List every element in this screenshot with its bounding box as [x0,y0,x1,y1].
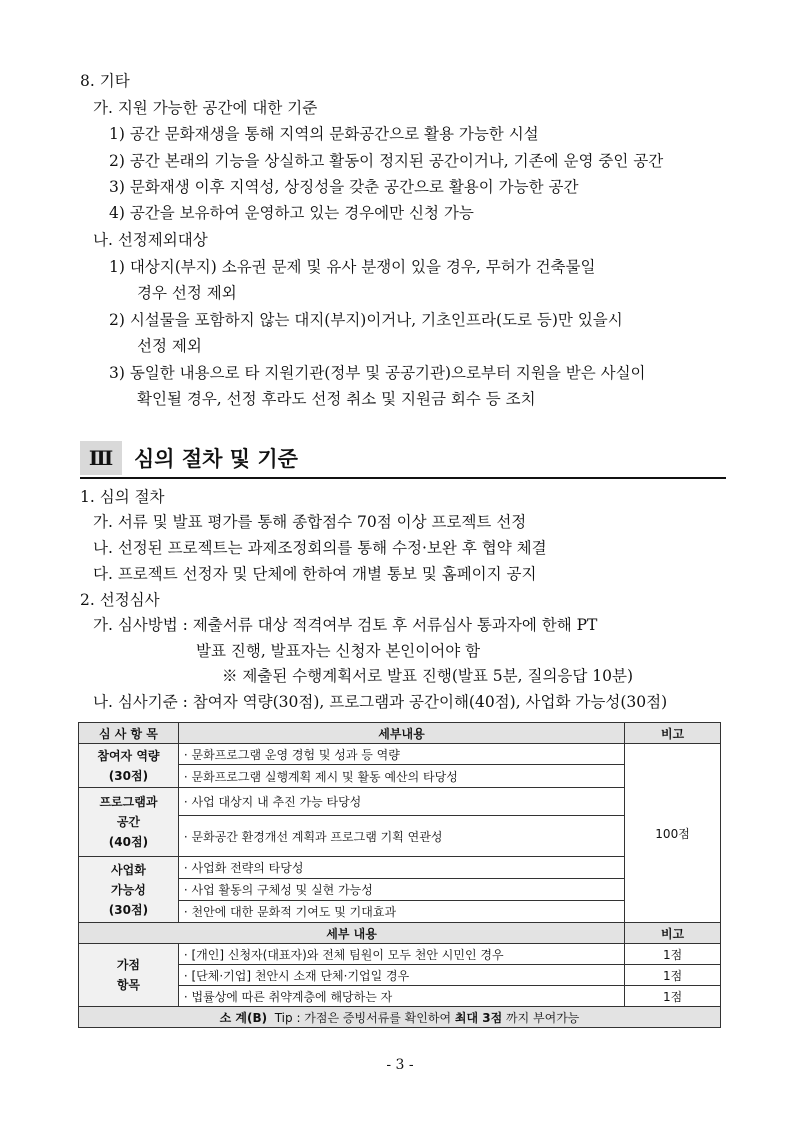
bonus-score: 1점 [625,965,721,986]
detail-cell: · 문화프로그램 운영 경험 및 성과 등 역량 [178,744,624,765]
detail-cell: · 문화프로그램 실행계획 제시 및 활동 예산의 타당성 [178,765,624,788]
category-bonus [79,944,179,1007]
score-table [78,722,721,1028]
total-note-cell: 100점 [625,744,721,923]
review-criteria: 나. 심사기준 : 참여자 역량(30점), 프로그램과 공간이해(40점), 사업화 가능성(30점) [93,693,668,711]
category-points: (40점) [108,835,149,849]
category-participant [79,744,179,788]
category-label: 가점 [116,958,141,972]
detail-cell: · 천안에 대한 문화적 기여도 및 기대효과 [178,901,624,923]
exclusion-item: 3) 동일한 내용으로 타 지원기관(정부 및 공공기관)으로부터 지원을 받은 사실이 [109,364,646,382]
detail-cell: · 문화공간 환경개선 계획과 프로그램 기획 연관성 [178,816,624,857]
criteria-item: 1) 공간 문화재생을 통해 지역의 문화공간으로 활용 가능한 시설 [109,125,539,143]
category-program [79,788,179,857]
section-8-title: 8. 기타 [80,72,130,90]
category-business [79,857,179,923]
procedure-title: 1. 심의 절차 [80,488,165,506]
detail-cell: · 사업 활동의 구체성 및 실현 가능성 [178,879,624,901]
category-label: 공간 [116,815,141,829]
table-row [79,744,721,765]
category-label: 가능성 [111,882,146,897]
table-row [79,857,721,879]
header-note-2: 비고 [625,923,721,944]
criteria-item: 4) 공간을 보유하여 운영하고 있는 경우에만 신청 가능 [109,204,474,222]
table-header-row [79,923,721,944]
footer-label: 소 계(B) [219,1010,268,1025]
footer-tip-end: 까지 부여가능 [506,1010,580,1025]
bonus-detail: · [단체·기업] 천안시 소재 단체·기업일 경우 [178,965,624,986]
section-heading: 심의 절차 및 기준 [134,447,298,471]
category-points: (30점) [108,902,149,917]
exclusion-heading: 나. 선정제외대상 [93,231,208,249]
review-note: ※ 제출된 수행계획서로 발표 진행(발표 5분, 질의응답 10분) [222,667,634,685]
footer-tip-bold: 최대 3점 [454,1010,503,1025]
table-footer-row [79,1007,721,1028]
table-header-row [79,723,721,744]
footer-tip: Tip : 가점은 증빙서류를 확인하여 [274,1010,452,1025]
criteria-item: 3) 문화재생 이후 지역성, 상징성을 갖춘 공간으로 활용이 가능한 공간 [109,178,579,196]
category-label: 항목 [116,978,141,992]
exclusion-item: 1) 대상지(부지) 소유권 문제 및 유사 분쟁이 있을 경우, 무허가 건축물일 [109,258,596,276]
procedure-item: 가. 서류 및 발표 평가를 통해 종합점수 70점 이상 프로젝트 선정 [93,513,527,531]
bonus-score: 1점 [625,944,721,965]
exclusion-item-cont: 확인될 경우, 선정 후라도 선정 취소 및 지원금 회수 등 조치 [137,390,536,408]
criteria-heading: 가. 지원 가능한 공간에 대한 기준 [93,99,318,117]
category-points: (30점) [108,768,149,783]
bonus-detail: · 법률상에 따른 취약계층에 해당하는 자 [178,986,624,1007]
criteria-item: 2) 공간 본래의 기능을 상실하고 활동이 정지된 공간이거나, 기존에 운영 중인 공간 [109,152,664,170]
exclusion-item-cont: 경우 선정 제외 [137,284,237,302]
detail-cell: · 사업 대상지 내 추진 가능 타당성 [178,788,624,816]
header-note: 비고 [625,723,721,744]
review-title: 2. 선정심사 [80,591,160,609]
table-row [79,788,721,816]
section-numeral: Ⅲ [80,441,122,475]
detail-cell: · 사업화 전략의 타당성 [178,857,624,879]
footer-cell [79,1007,721,1028]
category-label: 참여자 역량 [97,748,160,763]
bonus-detail: · [개인] 신청자(대표자)와 전체 팀원이 모두 천안 시민인 경우 [178,944,624,965]
category-label: 사업화 [111,862,146,877]
header-detail-2: 세부 내용 [79,923,625,944]
procedure-item: 나. 선정된 프로젝트는 과제조정회의를 통해 수정·보완 후 협약 체결 [93,539,547,557]
bonus-score: 1점 [625,986,721,1007]
exclusion-item-cont: 선정 제외 [137,337,202,355]
review-method-cont: 발표 진행, 발표자는 신청자 본인이어야 함 [196,642,481,660]
category-label: 프로그램과 [99,795,158,809]
review-method: 가. 심사방법 : 제출서류 대상 적격여부 검토 후 서류심사 통과자에 한해 PT [93,616,598,634]
exclusion-item: 2) 시설물을 포함하지 않는 대지(부지)이거나, 기초인프라(도로 등)만 있을시 [109,311,623,329]
page-number: - 3 - [386,1057,414,1073]
procedure-item: 다. 프로젝트 선정자 및 단체에 한하여 개별 통보 및 홈페이지 공지 [93,565,537,583]
header-item: 심 사 항 목 [79,723,179,744]
header-detail: 세부내용 [178,723,624,744]
table-row [79,944,721,965]
section-rule [80,477,726,479]
